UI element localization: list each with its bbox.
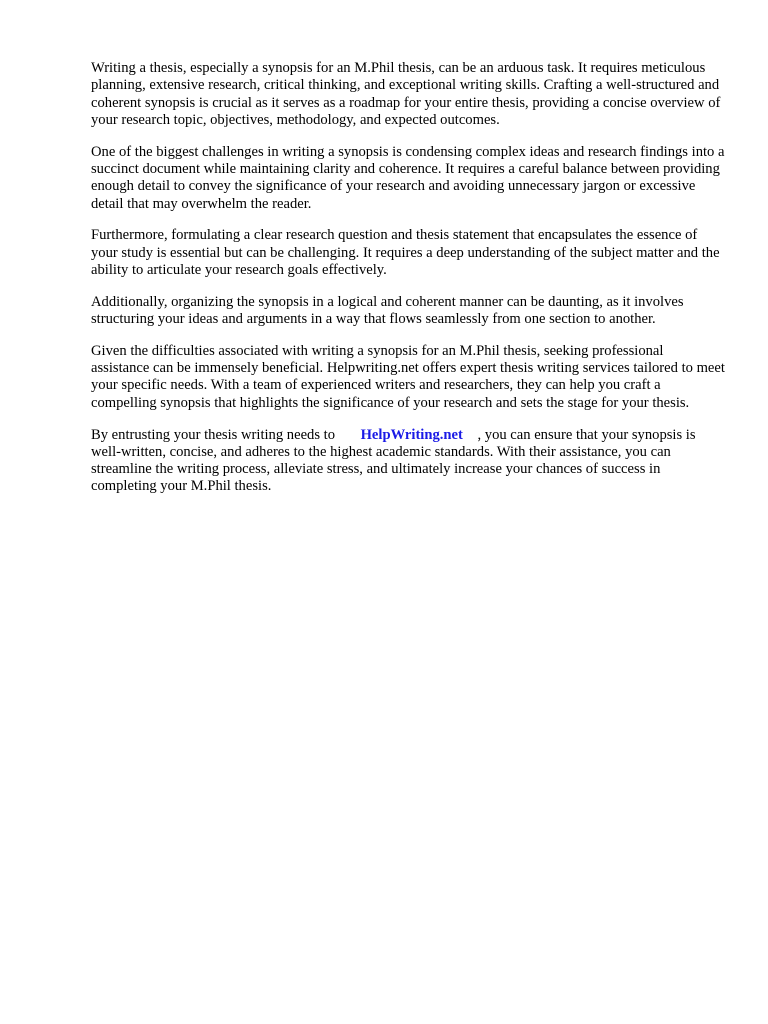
paragraph-4: Additionally, organizing the synopsis in a logical and coherent manner can be daunting, as it involves structuring your ideas and arguments in a way that flows seamlessly from one section to another. (91, 293, 684, 328)
helpwriting-link[interactable]: HelpWriting.net (360, 426, 463, 443)
paragraph-6-after-link: , you can ensure that your synopsis is well-written, concise, and adheres to the highest academic standards. With their assistance, you can streamline the writing process, alleviate stress, and ultimately increase your chances of success in completing your M.Phil thesis. (91, 426, 696, 495)
paragraph-1: Writing a thesis, especially a synopsis for an M.Phil thesis, can be an arduous task. It requires meticulous planning, extensive research, critical thinking, and exceptional writing skills. Crafting a well-structured and coherent synopsis is crucial as it serves as a roadmap for your entire thesis, providing a concise overview of your research topic, objectives, methodology, and expected outcomes. (91, 60, 721, 128)
paragraph-5: Given the difficulties associated with writing a synopsis for an M.Phil thesis, seeking professional assistance can be immensely beneficial. Helpwriting.net offers expert thesis writing services tailored to meet your specific needs. With a team of experienced writers and researchers, they can help you craft a compelling synopsis that highlights the significance of your research and sets the stage for your thesis. (91, 342, 725, 411)
paragraph-6-before-link: By entrusting your thesis writing needs to (91, 426, 336, 443)
document-body (91, 60, 725, 510)
paragraph-3: Furthermore, formulating a clear research question and thesis statement that encapsulates the essence of your study is essential but can be challenging. It requires a deep understanding of the subject matter and the ability to articulate your research goals effectively. (91, 227, 720, 278)
paragraph-2: One of the biggest challenges in writing a synopsis is condensing complex ideas and research findings into a succinct document while maintaining clarity and coherence. It requires a careful balance between providing enough detail to convey the significance of your research and avoiding unnecessary jargon or excessive detail that may overwhelm the reader. (91, 143, 725, 212)
paragraph-6 (91, 427, 725, 496)
